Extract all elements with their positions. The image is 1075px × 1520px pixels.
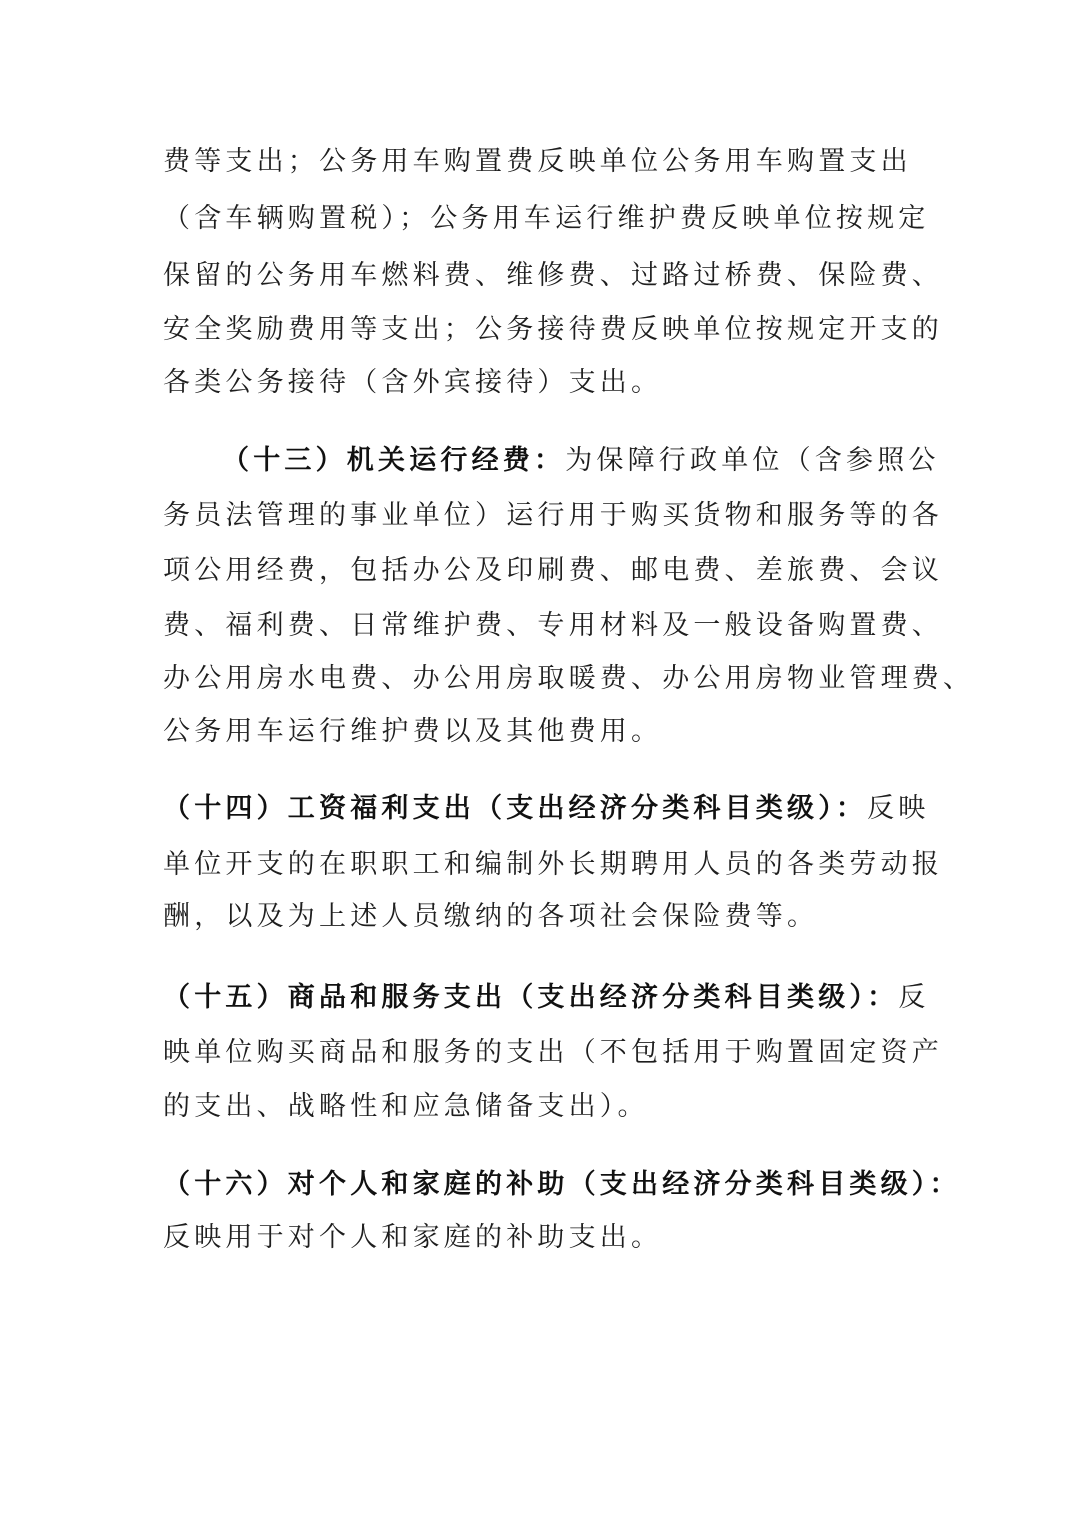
text-line <box>163 981 930 1015</box>
text-line: 安全奖励费用等支出；公务接待费反映单位按规定开支的 <box>163 314 943 345</box>
paragraph-heading: （十六）对个人和家庭的补助（支出经济分类科目类级）： <box>163 1169 961 1200</box>
paragraph-text: 反映 <box>867 793 930 824</box>
text-line: 各类公务接待（含外宾接待）支出。 <box>163 367 663 398</box>
text-line: 公务用车运行维护费以及其他费用。 <box>163 716 663 747</box>
text-line: 反映用于对个人和家庭的补助支出。 <box>163 1222 663 1253</box>
paragraph-heading: （十四）工资福利支出（支出经济分类科目类级）： <box>163 793 868 824</box>
paragraph-heading: （十五）商品和服务支出（支出经济分类科目类级）： <box>163 982 899 1013</box>
text-line: 办公用房水电费、办公用房取暖费、办公用房物业管理费、 <box>163 663 975 694</box>
text-line: 单位开支的在职职工和编制外长期聘用人员的各类劳动报 <box>163 849 943 880</box>
text-line: 映单位购买商品和服务的支出（不包括用于购置固定资产 <box>163 1037 943 1068</box>
text-line: （含车辆购置税）；公务用车运行维护费反映单位按规定 <box>163 203 930 234</box>
text-line: 费等支出；公务用车购置费反映单位公务用车购置支出 <box>163 146 912 177</box>
text-line: 项公用经费，包括办公及印刷费、邮电费、差旅费、会议 <box>163 555 943 586</box>
paragraph-text: 为保障行政单位（含参照公 <box>565 445 940 476</box>
text-line: 酬，以及为上述人员缴纳的各项社会保险费等。 <box>163 901 819 932</box>
paragraph-heading: （十三）机关运行经费： <box>222 445 566 476</box>
text-line <box>163 792 930 826</box>
text-line: 务员法管理的事业单位）运行用于购买货物和服务等的各 <box>163 500 943 531</box>
text-line <box>163 1168 961 1202</box>
text-line: 保留的公务用车燃料费、维修费、过路过桥费、保险费、 <box>163 260 943 291</box>
text-line: 费、福利费、日常维护费、专用材料及一般设备购置费、 <box>163 610 943 641</box>
text-line: 的支出、战略性和应急储备支出）。 <box>163 1091 649 1122</box>
paragraph-text: 反 <box>898 982 930 1013</box>
text-line <box>222 444 940 478</box>
